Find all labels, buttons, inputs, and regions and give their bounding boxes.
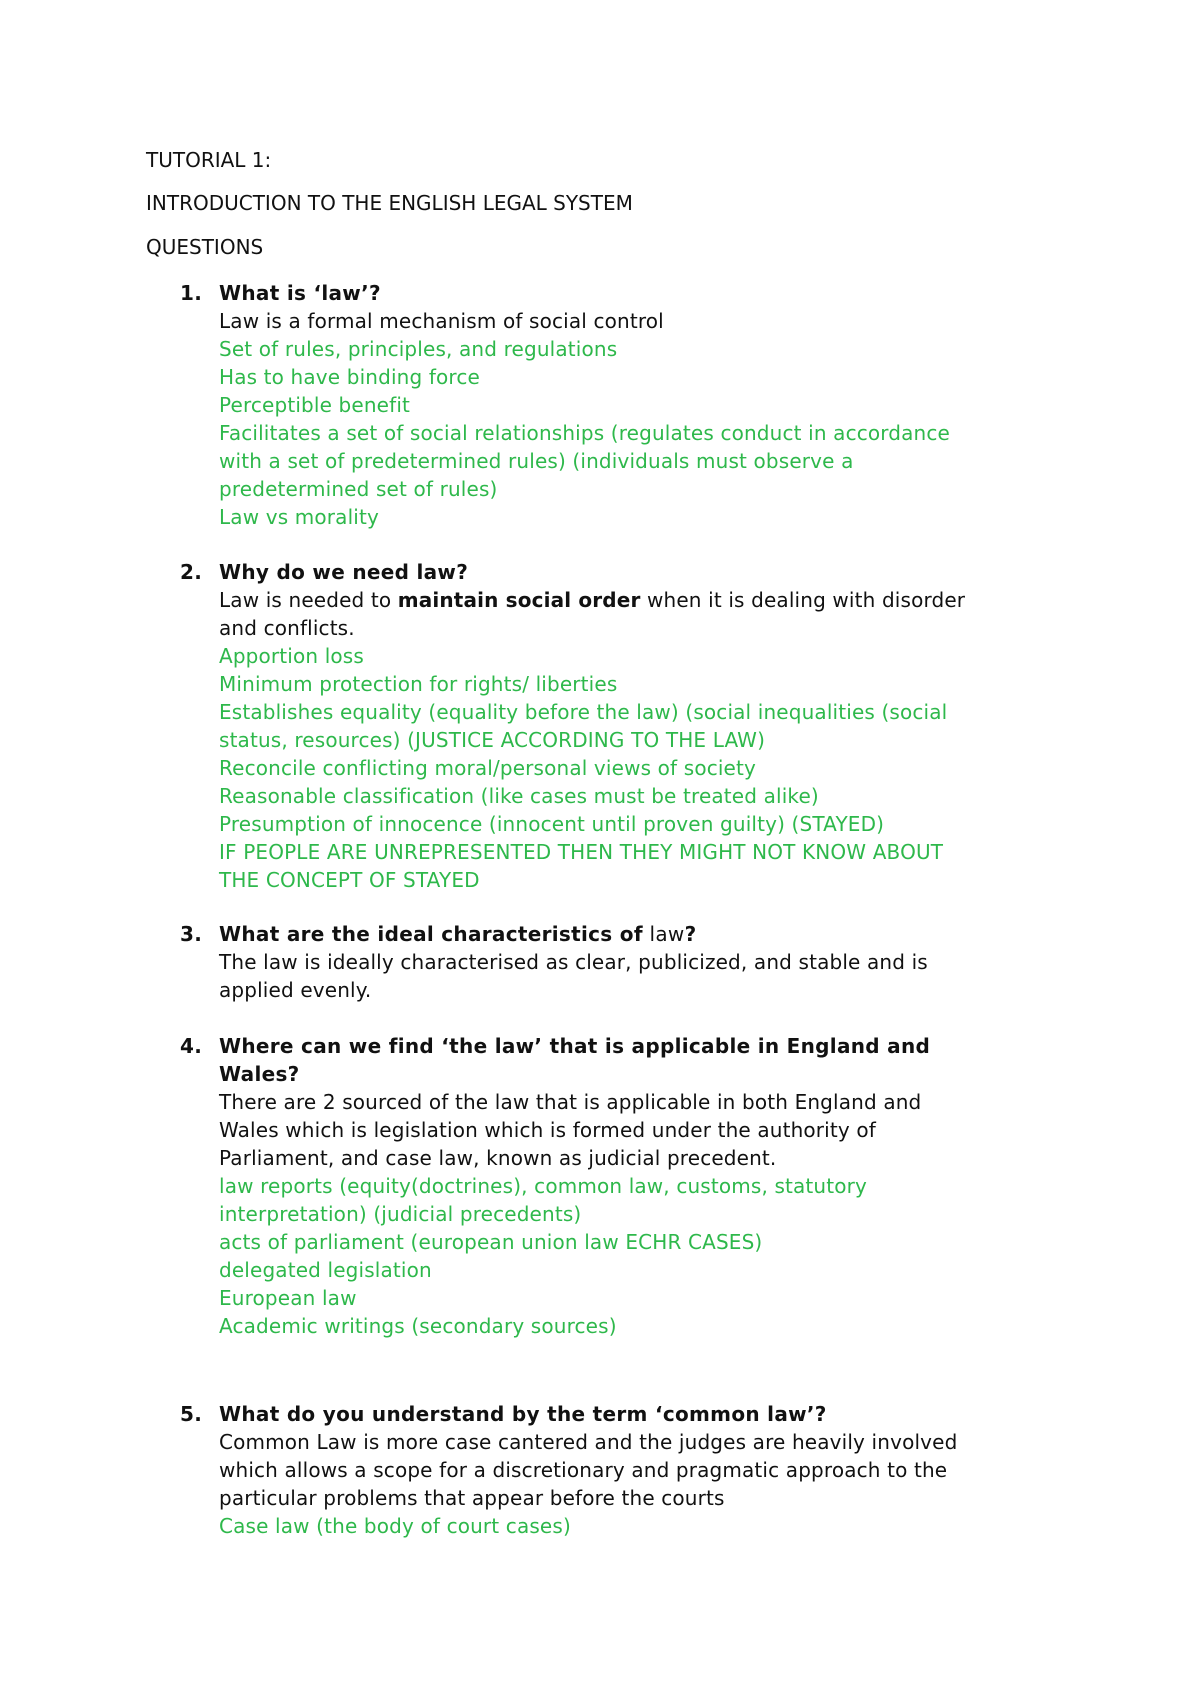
question-body [219,1400,1069,1540]
question-body [219,1032,1069,1340]
note-line: Set of rules, principles, and regulations [219,337,618,361]
note-line: Perceptible benefit [219,393,411,417]
note-line: Minimum protection for rights/ liberties [219,672,618,696]
question-body [219,279,1069,531]
note-line: law reports (equity(doctrines), common law, customs, statutory [219,1174,867,1198]
section-label: QUESTIONS [146,235,264,259]
answer-line: which allows a scope for a discretionary and pragmatic approach to the [219,1458,948,1482]
question-title-bold: What are the ideal characteristics of [219,922,643,946]
answer-line: There are 2 sourced of the law that is applicable in both England and [219,1090,922,1114]
note-line: Reasonable classification (like cases must be treated alike) [219,784,819,808]
answer-line: Law is a formal mechanism of social control [219,309,664,333]
note-line: Facilitates a set of social relationships (regulates conduct in accordance [219,421,950,445]
question-title-plain: law [642,922,685,946]
note-line: IF PEOPLE ARE UNREPRESENTED THEN THEY MIGHT NOT KNOW ABOUT [219,840,944,864]
note-line: Reconcile conflicting moral/personal views of society [219,756,756,780]
answer-text: Law is needed to [219,588,398,612]
note-line: THE CONCEPT OF STAYED [219,868,480,892]
answer-line: particular problems that appear before the courts [219,1486,725,1510]
answer-line: and conflicts. [219,616,355,640]
question-title-end: ? [684,922,697,946]
answer-line: The law is ideally characterised as clear, publicized, and stable and is [219,950,928,974]
note-line: predetermined set of rules) [219,477,498,501]
note-line: acts of parliament (european union law ECHR CASES) [219,1230,763,1254]
answer-line: applied evenly. [219,978,372,1002]
course-title: INTRODUCTION TO THE ENGLISH LEGAL SYSTEM [146,191,633,215]
answer-line: Parliament, and case law, known as judicial precedent. [219,1146,777,1170]
question-title: What do you understand by the term ‘common law’? [219,1402,827,1426]
note-line: Law vs morality [219,505,379,529]
tutorial-heading: TUTORIAL 1: [146,148,272,172]
answer-line: Common Law is more case cantered and the judges are heavily involved [219,1430,958,1454]
question-title: Wales? [219,1062,300,1086]
note-line: Establishes equality (equality before the law) (social inequalities (social [219,700,948,724]
note-line: Academic writings (secondary sources) [219,1314,617,1338]
answer-line [219,586,1069,614]
note-line: Apportion loss [219,644,364,668]
note-line: delegated legislation [219,1258,432,1282]
note-line: interpretation) (judicial precedents) [219,1202,582,1226]
note-line: status, resources) (JUSTICE ACCORDING TO THE LAW) [219,728,766,752]
question-title: Why do we need law? [219,560,469,584]
question-number: 5. [180,1402,203,1426]
question-title: Where can we find ‘the law’ that is applicable in England and [219,1034,931,1058]
question-number: 4. [180,1034,203,1058]
question-body [219,920,1069,1004]
note-line: European law [219,1286,357,1310]
question-number: 1. [180,281,203,305]
answer-line: Wales which is legislation which is formed under the authority of [219,1118,876,1142]
question-number: 3. [180,922,203,946]
question-body [219,558,1069,894]
question-number: 2. [180,560,203,584]
note-line: Presumption of innocence (innocent until proven guilty) (STAYED) [219,812,885,836]
answer-emphasis: maintain social order [397,588,641,612]
question-title: What is ‘law’? [219,281,381,305]
question-title [219,920,1069,948]
answer-text: when it is dealing with disorder [640,588,966,612]
note-line: Case law (the body of court cases) [219,1514,571,1538]
note-line: Has to have binding force [219,365,480,389]
note-line: with a set of predetermined rules) (individuals must observe a [219,449,854,473]
